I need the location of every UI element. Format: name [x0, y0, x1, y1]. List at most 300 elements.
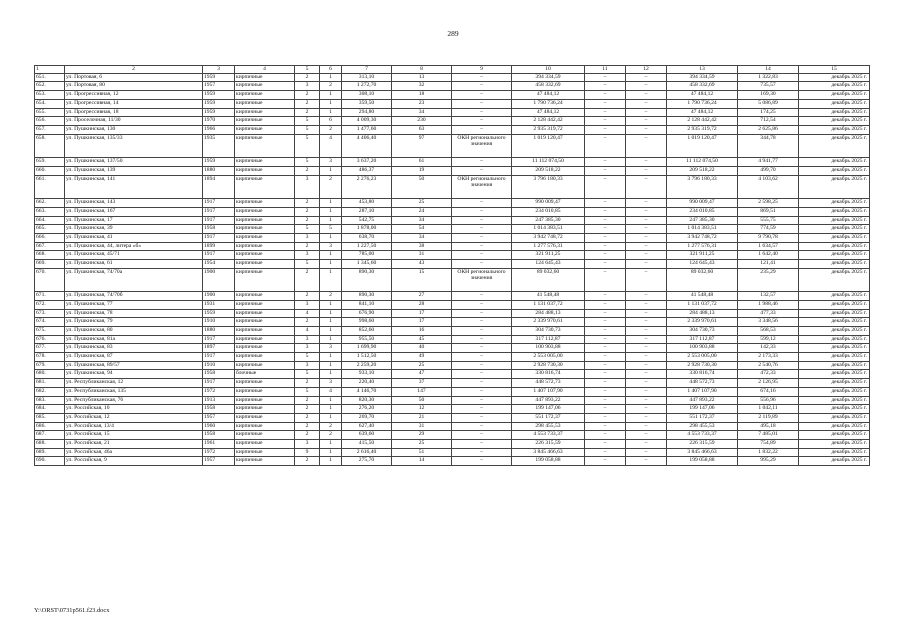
entrances-cell: 3: [320, 344, 342, 353]
cost-col-11-cell: –: [585, 309, 626, 318]
wall-material-cell: кирпичные: [235, 335, 295, 344]
address-cell: ул. Пушкинская, 141: [65, 175, 203, 199]
table-row: [35, 199, 870, 208]
cost-col-11-cell: –: [585, 166, 626, 175]
address-cell: ул. Российская, 13/4: [65, 422, 203, 431]
cost-per-unit-cell: 995,29: [738, 457, 799, 466]
row-number-cell: 666.: [35, 233, 65, 242]
heritage-status-cell: –: [452, 233, 512, 242]
floors-cell: 2: [295, 431, 320, 440]
cost-col-13-cell: 394 334,59: [667, 73, 738, 82]
cost-col-13-cell: 100 903,88: [667, 344, 738, 353]
floors-cell: 2: [295, 422, 320, 431]
area-cell: 2 276,23: [342, 175, 392, 199]
row-number-cell: 663.: [35, 207, 65, 216]
cost-total-cell: 458 332,69: [512, 82, 585, 91]
floors-cell: 5: [295, 117, 320, 126]
year-built-cell: 1972: [203, 448, 235, 457]
cost-per-unit-cell: 472,33: [738, 370, 799, 379]
cost-col-11-cell: –: [585, 387, 626, 396]
area-cell: 933,10: [342, 370, 392, 379]
heritage-status-cell: –: [452, 353, 512, 362]
wall-material-cell: кирпичные: [235, 396, 295, 405]
wall-material-cell: кирпичные: [235, 292, 295, 301]
heritage-status-cell: –: [452, 300, 512, 309]
area-cell: 955,50: [342, 335, 392, 344]
cost-col-13-cell: 2 128 442,42: [667, 117, 738, 126]
year-built-cell: 1954: [203, 259, 235, 268]
table-row: [35, 91, 870, 100]
heritage-status-cell: ОКН регионального значения: [452, 134, 512, 158]
area-cell: 2 259,20: [342, 361, 392, 370]
entrances-cell: 5: [320, 225, 342, 234]
cost-col-13-cell: 11 112 074,50: [667, 158, 738, 167]
floors-cell: 5: [295, 125, 320, 134]
entrances-cell: 1: [320, 108, 342, 117]
residents-cell: 32: [392, 82, 452, 91]
row-number-cell: 660.: [35, 166, 65, 175]
completion-date-cell: декабрь 2025 г.: [799, 207, 870, 216]
entrances-cell: 1: [320, 300, 342, 309]
cost-total-cell: 1 131 037,72: [512, 300, 585, 309]
cost-col-13-cell: 330 816,74: [667, 370, 738, 379]
cost-per-unit-cell: 2 126,95: [738, 379, 799, 388]
year-built-cell: 1959: [203, 91, 235, 100]
cost-per-unit-cell: 754,89: [738, 439, 799, 448]
table-row: [35, 405, 870, 414]
completion-date-cell: декабрь 2025 г.: [799, 108, 870, 117]
completion-date-cell: декабрь 2025 г.: [799, 166, 870, 175]
area-cell: 1 878,00: [342, 225, 392, 234]
cost-col-12-cell: –: [626, 309, 667, 318]
completion-date-cell: декабрь 2025 г.: [799, 99, 870, 108]
completion-date-cell: декабрь 2025 г.: [799, 413, 870, 422]
table-body: [35, 66, 870, 466]
wall-material-cell: кирпичные: [235, 175, 295, 199]
cost-col-11-cell: –: [585, 431, 626, 440]
cost-col-13-cell: 284 488,13: [667, 309, 738, 318]
address-cell: ул. Портовая, 6: [65, 73, 203, 82]
cost-per-unit-cell: 495,18: [738, 422, 799, 431]
cost-col-12-cell: –: [626, 370, 667, 379]
entrances-cell: 1: [320, 259, 342, 268]
wall-material-cell: кирпичные: [235, 300, 295, 309]
heritage-status-cell: ОКН регионального значения: [452, 175, 512, 199]
cost-col-13-cell: 2 553 005,00: [667, 353, 738, 362]
entrances-cell: 1: [320, 361, 342, 370]
heritage-status-cell: –: [452, 117, 512, 126]
table-row: [35, 387, 870, 396]
residents-cell: 16: [392, 327, 452, 336]
row-number-cell: 654.: [35, 99, 65, 108]
year-built-cell: 1966: [203, 125, 235, 134]
year-built-cell: 1894: [203, 175, 235, 199]
completion-date-cell: декабрь 2025 г.: [799, 175, 870, 199]
cost-total-cell: 234 010,85: [512, 207, 585, 216]
cost-col-13-cell: 458 332,69: [667, 82, 738, 91]
cost-col-12-cell: –: [626, 134, 667, 158]
cost-per-unit-cell: 1 322,83: [738, 73, 799, 82]
cost-col-11-cell: –: [585, 370, 626, 379]
area-cell: 4 009,30: [342, 117, 392, 126]
floors-cell: 4: [295, 327, 320, 336]
cost-col-12-cell: –: [626, 233, 667, 242]
cost-col-13-cell: 47 484,12: [667, 108, 738, 117]
cost-total-cell: 2 339 970,61: [512, 318, 585, 327]
heritage-status-cell: –: [452, 259, 512, 268]
cost-per-unit-cell: 174,25: [738, 108, 799, 117]
cost-col-12-cell: –: [626, 199, 667, 208]
wall-material-cell: кирпичные: [235, 158, 295, 167]
completion-date-cell: декабрь 2025 г.: [799, 387, 870, 396]
year-built-cell: 1931: [203, 300, 235, 309]
cost-per-unit-cell: 2 598,25: [738, 199, 799, 208]
cost-per-unit-cell: 169,30: [738, 91, 799, 100]
address-cell: ул. Пушкинская, 61: [65, 259, 203, 268]
address-cell: ул. Пушкинская, 78: [65, 309, 203, 318]
floors-cell: 2: [295, 108, 320, 117]
year-built-cell: 1880: [203, 327, 235, 336]
cost-per-unit-cell: 556,96: [738, 396, 799, 405]
wall-material-cell: кирпичные: [235, 125, 295, 134]
floors-cell: 5: [295, 353, 320, 362]
cost-col-13-cell: 1 790 736,24: [667, 99, 738, 108]
cost-total-cell: 41 548,48: [512, 292, 585, 301]
cost-col-13-cell: 1 014 383,51: [667, 225, 738, 234]
completion-date-cell: декабрь 2025 г.: [799, 73, 870, 82]
cost-col-11-cell: –: [585, 327, 626, 336]
wall-material-cell: кирпичные: [235, 439, 295, 448]
year-built-cell: 1957: [203, 457, 235, 466]
wall-material-cell: кирпичные: [235, 233, 295, 242]
year-built-cell: 1957: [203, 82, 235, 91]
wall-material-cell: кирпичные: [235, 405, 295, 414]
cost-col-12-cell: –: [626, 396, 667, 405]
cost-per-unit-cell: 774,59: [738, 225, 799, 234]
area-cell: 820,30: [342, 396, 392, 405]
cost-col-13-cell: 124 645,43: [667, 259, 738, 268]
column-number-cell: 5: [295, 66, 320, 74]
row-number-cell: 651.: [35, 73, 65, 82]
row-number-cell: 678.: [35, 353, 65, 362]
wall-material-cell: кирпичные: [235, 431, 295, 440]
wall-material-cell: кирпичные: [235, 73, 295, 82]
area-cell: 359,50: [342, 99, 392, 108]
year-built-cell: 1959: [203, 158, 235, 167]
table-row: [35, 259, 870, 268]
cost-total-cell: 2 553 005,00: [512, 353, 585, 362]
cost-col-11-cell: –: [585, 175, 626, 199]
address-cell: ул. Прогрессивная, 12: [65, 91, 203, 100]
area-cell: 1 512,50: [342, 353, 392, 362]
entrances-cell: 1: [320, 91, 342, 100]
row-number-cell: 680.: [35, 370, 65, 379]
table-row: [35, 117, 870, 126]
heritage-status-cell: –: [452, 457, 512, 466]
entrances-cell: 1: [320, 413, 342, 422]
wall-material-cell: кирпичные: [235, 318, 295, 327]
address-cell: ул. Портовая, 80: [65, 82, 203, 91]
completion-date-cell: декабрь 2025 г.: [799, 117, 870, 126]
area-cell: 453,80: [342, 199, 392, 208]
cost-total-cell: 247 385,30: [512, 216, 585, 225]
table-row: [35, 300, 870, 309]
cost-per-unit-cell: 5 086,89: [738, 99, 799, 108]
area-cell: 1 272,70: [342, 82, 392, 91]
wall-material-cell: кирпичные: [235, 448, 295, 457]
cost-per-unit-cell: 2 625,86: [738, 125, 799, 134]
wall-material-cell: кирпичные: [235, 309, 295, 318]
floors-cell: 5: [295, 225, 320, 234]
cost-col-12-cell: –: [626, 207, 667, 216]
heritage-status-cell: –: [452, 242, 512, 251]
area-cell: 1 227,50: [342, 242, 392, 251]
table-row: [35, 370, 870, 379]
address-cell: ул. Пушкинская, 167: [65, 207, 203, 216]
cost-total-cell: 330 816,74: [512, 370, 585, 379]
row-number-cell: 652.: [35, 82, 65, 91]
year-built-cell: 1913: [203, 396, 235, 405]
year-built-cell: 1897: [203, 344, 235, 353]
cost-col-11-cell: –: [585, 73, 626, 82]
cost-per-unit-cell: 2 119,89: [738, 413, 799, 422]
table-row: [35, 158, 870, 167]
entrances-cell: 1: [320, 353, 342, 362]
residents-cell: 31: [392, 422, 452, 431]
cost-col-12-cell: –: [626, 175, 667, 199]
heritage-status-cell: –: [452, 344, 512, 353]
table-row: [35, 309, 870, 318]
table-row: [35, 327, 870, 336]
completion-date-cell: декабрь 2025 г.: [799, 361, 870, 370]
completion-date-cell: декабрь 2025 г.: [799, 327, 870, 336]
row-number-cell: 657.: [35, 125, 65, 134]
wall-material-cell: кирпичные: [235, 91, 295, 100]
area-cell: 676,90: [342, 309, 392, 318]
residents-cell: 63: [392, 125, 452, 134]
entrances-cell: 2: [320, 175, 342, 199]
table-row: [35, 413, 870, 422]
completion-date-cell: декабрь 2025 г.: [799, 199, 870, 208]
table-row: [35, 125, 870, 134]
cost-col-11-cell: –: [585, 344, 626, 353]
cost-total-cell: 199 147,06: [512, 405, 585, 414]
column-number-cell: 14: [738, 66, 799, 74]
table-row: [35, 268, 870, 292]
cost-col-13-cell: 1 277 576,31: [667, 242, 738, 251]
cost-col-12-cell: –: [626, 353, 667, 362]
entrances-cell: 2: [320, 431, 342, 440]
wall-material-cell: кирпичные: [235, 207, 295, 216]
cost-per-unit-cell: 568,53: [738, 327, 799, 336]
residents-cell: 34: [392, 216, 452, 225]
floors-cell: 4: [295, 309, 320, 318]
floors-cell: 5: [295, 370, 320, 379]
completion-date-cell: декабрь 2025 г.: [799, 259, 870, 268]
year-built-cell: 1935: [203, 134, 235, 158]
entrances-cell: 2: [320, 82, 342, 91]
entrances-cell: 1: [320, 370, 342, 379]
cost-per-unit-cell: 674,16: [738, 387, 799, 396]
floors-cell: 5: [295, 158, 320, 167]
table-row: [35, 457, 870, 466]
cost-per-unit-cell: 1 642,40: [738, 251, 799, 260]
heritage-status-cell: –: [452, 413, 512, 422]
row-number-cell: 687.: [35, 431, 65, 440]
completion-date-cell: декабрь 2025 г.: [799, 309, 870, 318]
heritage-status-cell: –: [452, 99, 512, 108]
residents-cell: 50: [392, 396, 452, 405]
address-cell: ул. Пушкинская, 77: [65, 300, 203, 309]
cost-col-12-cell: –: [626, 91, 667, 100]
completion-date-cell: декабрь 2025 г.: [799, 300, 870, 309]
cost-per-unit-cell: 344,78: [738, 134, 799, 158]
area-cell: 275,70: [342, 457, 392, 466]
table-row: [35, 207, 870, 216]
completion-date-cell: декабрь 2025 г.: [799, 439, 870, 448]
cost-total-cell: 990 009,47: [512, 199, 585, 208]
residents-cell: 50: [392, 175, 452, 199]
cost-total-cell: 284 488,13: [512, 309, 585, 318]
year-built-cell: 1958: [203, 225, 235, 234]
row-number-cell: 683.: [35, 396, 65, 405]
area-cell: 308,10: [342, 91, 392, 100]
column-number-cell: 2: [65, 66, 203, 74]
address-cell: ул. Пушкинская, 89/57: [65, 361, 203, 370]
cost-col-12-cell: –: [626, 387, 667, 396]
completion-date-cell: декабрь 2025 г.: [799, 396, 870, 405]
cost-total-cell: 447 893,22: [512, 396, 585, 405]
completion-date-cell: декабрь 2025 г.: [799, 82, 870, 91]
area-cell: 1 477,60: [342, 125, 392, 134]
wall-material-cell: кирпичные: [235, 327, 295, 336]
cost-col-13-cell: 41 548,48: [667, 292, 738, 301]
row-number-cell: 679.: [35, 361, 65, 370]
floors-cell: 3: [295, 361, 320, 370]
cost-col-12-cell: –: [626, 117, 667, 126]
cost-col-12-cell: –: [626, 379, 667, 388]
residents-cell: 49: [392, 353, 452, 362]
cost-col-11-cell: –: [585, 225, 626, 234]
cost-col-11-cell: –: [585, 413, 626, 422]
cost-total-cell: 226 315,59: [512, 439, 585, 448]
year-built-cell: 1917: [203, 207, 235, 216]
cost-col-11-cell: –: [585, 108, 626, 117]
column-number-cell: 7: [342, 66, 392, 74]
column-number-cell: 3: [203, 66, 235, 74]
heritage-status-cell: –: [452, 199, 512, 208]
address-cell: ул. Российская, 9: [65, 457, 203, 466]
row-number-cell: 653.: [35, 91, 65, 100]
residents-cell: 15: [392, 268, 452, 292]
table-row: [35, 242, 870, 251]
residents-cell: 45: [392, 335, 452, 344]
table-row: [35, 318, 870, 327]
address-cell: ул. Пушкинская, 135/33: [65, 134, 203, 158]
wall-material-cell: кирпичные: [235, 259, 295, 268]
table-row: [35, 233, 870, 242]
table-row: [35, 73, 870, 82]
entrances-cell: 1: [320, 309, 342, 318]
residents-cell: 27: [392, 292, 452, 301]
cost-col-12-cell: –: [626, 422, 667, 431]
cost-col-11-cell: –: [585, 134, 626, 158]
floors-cell: 3: [295, 335, 320, 344]
entrances-cell: 1: [320, 448, 342, 457]
floors-cell: 2: [295, 216, 320, 225]
cost-col-11-cell: –: [585, 300, 626, 309]
cost-col-11-cell: –: [585, 91, 626, 100]
cost-col-12-cell: –: [626, 259, 667, 268]
year-built-cell: 1958: [203, 431, 235, 440]
address-cell: ул. Республиканская, 76: [65, 396, 203, 405]
cost-col-11-cell: –: [585, 379, 626, 388]
area-cell: 486,37: [342, 166, 392, 175]
floors-cell: 2: [295, 199, 320, 208]
completion-date-cell: декабрь 2025 г.: [799, 158, 870, 167]
cost-total-cell: 100 903,88: [512, 344, 585, 353]
floors-cell: 9: [295, 448, 320, 457]
cost-col-12-cell: –: [626, 344, 667, 353]
cost-per-unit-cell: 9 790,78: [738, 233, 799, 242]
address-cell: ул. Пушкинская, 17: [65, 216, 203, 225]
entrances-cell: 1: [320, 207, 342, 216]
floors-cell: 2: [295, 268, 320, 292]
floors-cell: 2: [295, 379, 320, 388]
table-row: [35, 166, 870, 175]
cost-col-13-cell: 551 172,37: [667, 413, 738, 422]
floors-cell: 5: [295, 259, 320, 268]
cost-per-unit-cell: 1 988,46: [738, 300, 799, 309]
floors-cell: 2: [295, 292, 320, 301]
heritage-status-cell: –: [452, 327, 512, 336]
heritage-status-cell: –: [452, 251, 512, 260]
cost-total-cell: 321 911,25: [512, 251, 585, 260]
year-built-cell: 1900: [203, 292, 235, 301]
cost-col-11-cell: –: [585, 361, 626, 370]
address-cell: ул. Проселочная, 11/30: [65, 117, 203, 126]
cost-total-cell: 1 790 736,24: [512, 99, 585, 108]
entrances-cell: 4: [320, 387, 342, 396]
residents-cell: 25: [392, 439, 452, 448]
entrances-cell: 3: [320, 158, 342, 167]
address-cell: ул. Пушкинская, 87: [65, 353, 203, 362]
cost-col-13-cell: 321 911,25: [667, 251, 738, 260]
cost-col-13-cell: 3 845 466,63: [667, 448, 738, 457]
year-built-cell: 1917: [203, 216, 235, 225]
cost-col-11-cell: –: [585, 422, 626, 431]
table-row: [35, 225, 870, 234]
column-number-cell: 6: [320, 66, 342, 74]
row-number-cell: 665.: [35, 225, 65, 234]
cost-col-13-cell: 2 928 730,30: [667, 361, 738, 370]
cost-total-cell: 448 572,73: [512, 379, 585, 388]
entrances-cell: 1: [320, 318, 342, 327]
address-cell: ул. Пушкинская, 143: [65, 199, 203, 208]
cost-col-12-cell: –: [626, 448, 667, 457]
heritage-status-cell: –: [452, 387, 512, 396]
cost-total-cell: 2 128 442,42: [512, 117, 585, 126]
completion-date-cell: декабрь 2025 г.: [799, 448, 870, 457]
completion-date-cell: декабрь 2025 г.: [799, 125, 870, 134]
table-row: [35, 361, 870, 370]
floors-cell: 2: [295, 396, 320, 405]
cost-per-unit-cell: 142,33: [738, 344, 799, 353]
cost-col-13-cell: 199 147,06: [667, 405, 738, 414]
cost-col-11-cell: –: [585, 335, 626, 344]
entrances-cell: 1: [320, 268, 342, 292]
floors-cell: 2: [295, 318, 320, 327]
